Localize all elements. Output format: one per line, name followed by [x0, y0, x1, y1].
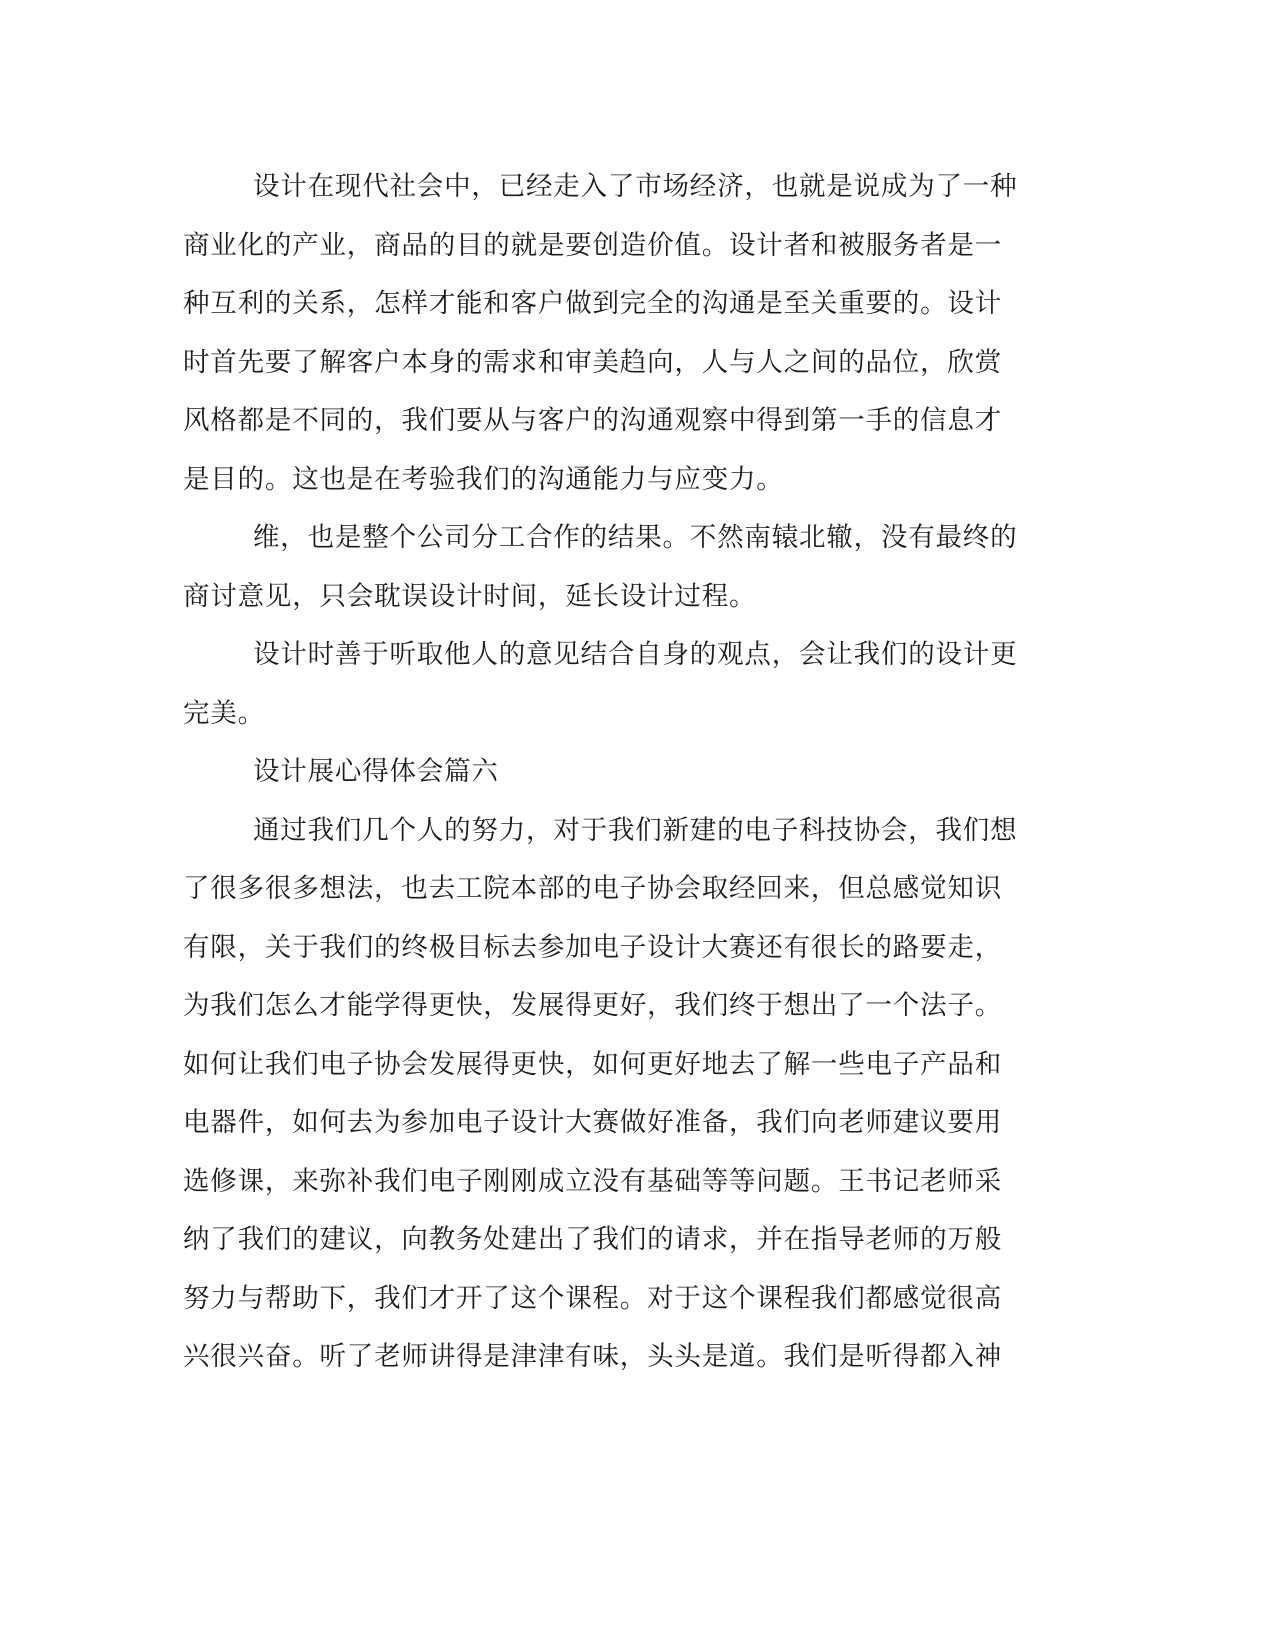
paragraph-line: 电器件，如何去为参加电子设计大赛做好准备，我们向老师建议要用 — [183, 1107, 1002, 1138]
paragraph-line: 商讨意见，只会耽误设计时间，延长设计过程。 — [183, 580, 757, 612]
document-body — [183, 158, 1043, 1387]
paragraph-line: 如何让我们电子协会发展得更快，如何更好地去了解一些电子产品和 — [183, 1048, 1002, 1080]
paragraph-line: 纳了我们的建议，向教务处建出了我们的请求，并在指导老师的万般 — [183, 1224, 1002, 1255]
paragraph-line: 维，也是整个公司分工合作的结果。不然南辕北辙，没有最终的 — [253, 522, 1018, 553]
paragraph-line: 设计时善于听取他人的意见结合自身的观点，会让我们的设计更 — [253, 639, 1018, 670]
paragraph-line: 时首先要了解客户本身的需求和审美趋向，人与人之间的品位，欣赏 — [183, 346, 1002, 378]
section-heading: 设计展心得体会篇六 — [253, 756, 499, 787]
paragraph-line: 选修课，来弥补我们电子刚刚成立没有基础等等问题。王书记老师采 — [183, 1165, 1002, 1197]
paragraph-line: 商业化的产业，商品的目的就是要创造价值。设计者和被服务者是一 — [183, 229, 1002, 261]
paragraph-line: 有限，关于我们的终极目标去参加电子设计大赛还有很长的路要走， — [183, 931, 1002, 963]
paragraph-line: 种互利的关系，怎样才能和客户做到完全的沟通是至关重要的。设计 — [183, 288, 1002, 319]
paragraph-line: 努力与帮助下，我们才开了这个课程。对于这个课程我们都感觉很高 — [183, 1282, 1002, 1314]
paragraph-line: 通过我们几个人的努力，对于我们新建的电子科技协会，我们想 — [253, 814, 1018, 846]
paragraph-line: 兴很兴奋。听了老师讲得是津津有味，头头是道。我们是听得都入神 — [183, 1341, 1002, 1372]
paragraph-line: 设计在现代社会中，已经走入了市场经济，也就是说成为了一种 — [253, 171, 1018, 202]
paragraph-line: 是目的。这也是在考验我们的沟通能力与应变力。 — [183, 463, 784, 495]
paragraph-line: 风格都是不同的，我们要从与客户的沟通观察中得到第一手的信息才 — [183, 405, 1002, 436]
paragraph-line: 完美。 — [183, 697, 265, 729]
paragraph-line: 了很多很多想法，也去工院本部的电子协会取经回来，但总感觉知识 — [183, 873, 1002, 904]
paragraph-line: 为我们怎么才能学得更快，发展得更好，我们终于想出了一个法子。 — [183, 990, 1002, 1021]
